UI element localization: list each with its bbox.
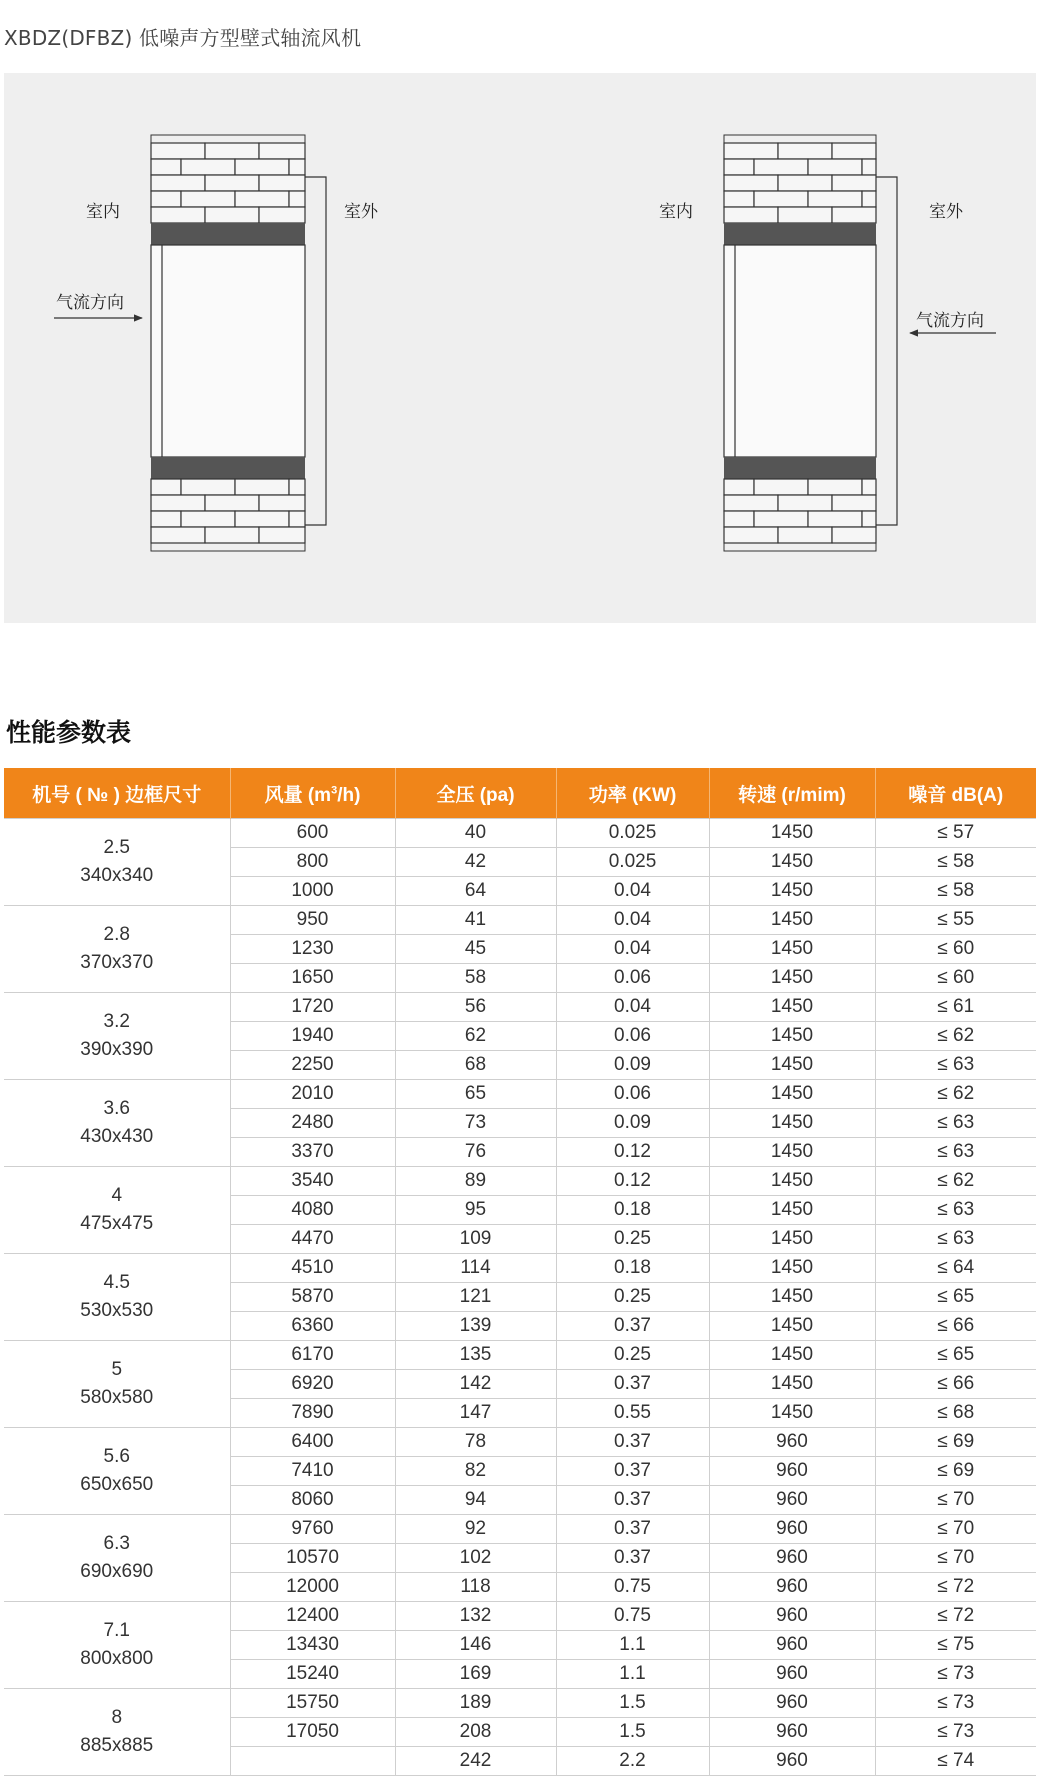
cell-pressure: 92 [395, 1515, 556, 1544]
cell-noise: ≤ 70 [875, 1486, 1036, 1515]
left-top-frame-band [151, 223, 305, 245]
cell-airflow: 1650 [230, 964, 395, 993]
left-indoor-label: 室内 [86, 202, 120, 222]
cell-noise: ≤ 64 [875, 1254, 1036, 1283]
model-cell [4, 993, 230, 1080]
cell-speed: 1450 [709, 1022, 875, 1051]
left-outdoor-label: 室外 [344, 202, 378, 222]
header-power: 功率 (KW) [556, 768, 709, 819]
cell-airflow: 13430 [230, 1631, 395, 1660]
right-outdoor-bracket [876, 177, 897, 525]
cell-airflow: 6360 [230, 1312, 395, 1341]
left-fan-opening [151, 245, 305, 457]
cell-speed: 1450 [709, 964, 875, 993]
cell-noise: ≤ 62 [875, 1080, 1036, 1109]
cell-noise: ≤ 58 [875, 877, 1036, 906]
model-number: 7.1 [103, 1620, 130, 1641]
cell-power: 1.1 [556, 1631, 709, 1660]
installation-diagram-panel [4, 73, 1036, 623]
cell-pressure: 62 [395, 1022, 556, 1051]
cell-pressure: 42 [395, 848, 556, 877]
cell-airflow: 8060 [230, 1486, 395, 1515]
cell-noise: ≤ 72 [875, 1602, 1036, 1631]
left-outdoor-bracket [305, 177, 326, 525]
performance-table [4, 768, 1036, 1776]
cell-noise: ≤ 72 [875, 1573, 1036, 1602]
model-cell [4, 1602, 230, 1689]
cell-speed: 1450 [709, 1138, 875, 1167]
cell-airflow: 1940 [230, 1022, 395, 1051]
cell-speed: 1450 [709, 1399, 875, 1428]
model-cell [4, 906, 230, 993]
model-number: 3.2 [103, 1011, 130, 1032]
cell-noise: ≤ 65 [875, 1283, 1036, 1312]
cell-noise: ≤ 57 [875, 819, 1036, 848]
right-wall-top [724, 143, 876, 223]
cell-speed: 960 [709, 1428, 875, 1457]
installation-diagram [4, 73, 1036, 623]
cell-pressure: 65 [395, 1080, 556, 1109]
model-cell [4, 1167, 230, 1254]
right-indoor-label: 室内 [659, 202, 693, 222]
cell-noise: ≤ 69 [875, 1457, 1036, 1486]
frame-size: 430x430 [80, 1126, 154, 1147]
model-cell [4, 1341, 230, 1428]
cell-power: 0.04 [556, 993, 709, 1022]
right-outdoor-label: 室外 [929, 202, 963, 222]
cell-speed: 1450 [709, 1254, 875, 1283]
cell-airflow: 1720 [230, 993, 395, 1022]
cell-power: 0.12 [556, 1138, 709, 1167]
model-number: 8 [111, 1707, 123, 1728]
cell-pressure: 76 [395, 1138, 556, 1167]
cell-power: 0.09 [556, 1051, 709, 1080]
cell-pressure: 132 [395, 1602, 556, 1631]
cell-noise: ≤ 66 [875, 1312, 1036, 1341]
header-airflow-suffix: /h) [337, 784, 361, 806]
cell-pressure: 135 [395, 1341, 556, 1370]
cell-airflow: 800 [230, 848, 395, 877]
table-row [4, 819, 1036, 848]
cell-power: 1.1 [556, 1660, 709, 1689]
cell-power: 0.37 [556, 1544, 709, 1573]
table-row [4, 1080, 1036, 1109]
header-speed: 转速 (r/mim) [709, 768, 875, 819]
cell-noise: ≤ 70 [875, 1544, 1036, 1573]
cell-noise: ≤ 62 [875, 1022, 1036, 1051]
frame-size: 800x800 [80, 1648, 154, 1669]
cell-speed: 960 [709, 1747, 875, 1776]
cell-power: 1.5 [556, 1689, 709, 1718]
cell-airflow: 2250 [230, 1051, 395, 1080]
cell-airflow: 7410 [230, 1457, 395, 1486]
cell-speed: 960 [709, 1515, 875, 1544]
cell-noise: ≤ 68 [875, 1399, 1036, 1428]
model-number: 2.8 [103, 924, 130, 945]
model-cell [4, 1515, 230, 1602]
cell-airflow: 4510 [230, 1254, 395, 1283]
cell-noise: ≤ 73 [875, 1660, 1036, 1689]
cell-speed: 1450 [709, 1196, 875, 1225]
cell-noise: ≤ 55 [875, 906, 1036, 935]
cell-noise: ≤ 62 [875, 1167, 1036, 1196]
model-number: 3.6 [103, 1098, 130, 1119]
cell-noise: ≤ 58 [875, 848, 1036, 877]
cell-pressure: 64 [395, 877, 556, 906]
model-number: 2.5 [103, 837, 130, 858]
cell-airflow: 17050 [230, 1718, 395, 1747]
cell-speed: 1450 [709, 1312, 875, 1341]
frame-size: 580x580 [80, 1387, 154, 1408]
cell-pressure: 208 [395, 1718, 556, 1747]
header-pressure: 全压 (pa) [395, 768, 556, 819]
cell-airflow: 12400 [230, 1602, 395, 1631]
left-wall-top [151, 143, 305, 223]
cell-pressure: 142 [395, 1370, 556, 1399]
page-title: XBDZ(DFBZ) 低噪声方型壁式轴流风机 [4, 26, 362, 50]
cell-pressure: 40 [395, 819, 556, 848]
cell-power: 0.25 [556, 1225, 709, 1254]
frame-size: 690x690 [80, 1561, 154, 1582]
cell-power: 0.04 [556, 906, 709, 935]
model-number: 6.3 [103, 1533, 130, 1554]
cell-speed: 960 [709, 1718, 875, 1747]
cell-power: 0.04 [556, 935, 709, 964]
cell-noise: ≤ 60 [875, 964, 1036, 993]
frame-size: 530x530 [80, 1300, 154, 1321]
table-row [4, 1515, 1036, 1544]
cell-speed: 1450 [709, 877, 875, 906]
model-cell [4, 1689, 230, 1776]
cell-airflow: 1230 [230, 935, 395, 964]
model-cell [4, 1428, 230, 1515]
header-airflow-prefix: 风量 (m [264, 784, 332, 806]
cell-pressure: 73 [395, 1109, 556, 1138]
cell-airflow: 15750 [230, 1689, 395, 1718]
cell-airflow: 7890 [230, 1399, 395, 1428]
header-airflow [230, 768, 395, 819]
frame-size: 475x475 [80, 1213, 154, 1234]
model-number: 5 [111, 1359, 123, 1380]
cell-speed: 1450 [709, 906, 875, 935]
cell-airflow: 6170 [230, 1341, 395, 1370]
cell-power: 0.18 [556, 1196, 709, 1225]
table-row [4, 993, 1036, 1022]
cell-speed: 960 [709, 1573, 875, 1602]
right-bottom-frame-band [724, 457, 876, 479]
cell-pressure: 56 [395, 993, 556, 1022]
model-number: 4 [111, 1185, 123, 1206]
cell-pressure: 147 [395, 1399, 556, 1428]
cell-speed: 1450 [709, 1225, 875, 1254]
frame-size: 390x390 [80, 1039, 154, 1060]
cell-power: 0.06 [556, 1080, 709, 1109]
cell-speed: 1450 [709, 1283, 875, 1312]
cell-speed: 1450 [709, 1370, 875, 1399]
section-title: 性能参数表 [6, 718, 132, 747]
cell-pressure: 95 [395, 1196, 556, 1225]
cell-pressure: 68 [395, 1051, 556, 1080]
cell-noise: ≤ 75 [875, 1631, 1036, 1660]
cell-airflow: 950 [230, 906, 395, 935]
cell-pressure: 121 [395, 1283, 556, 1312]
cell-power: 0.04 [556, 877, 709, 906]
cell-speed: 1450 [709, 935, 875, 964]
table-row [4, 906, 1036, 935]
cell-power: 0.18 [556, 1254, 709, 1283]
cell-power: 0.37 [556, 1428, 709, 1457]
model-number: 5.6 [103, 1446, 130, 1467]
cell-noise: ≤ 63 [875, 1225, 1036, 1254]
right-wall-unit [724, 135, 996, 551]
table-body [4, 819, 1036, 1776]
frame-size: 650x650 [80, 1474, 154, 1495]
cell-speed: 1450 [709, 1109, 875, 1138]
cell-power: 2.2 [556, 1747, 709, 1776]
cell-speed: 1450 [709, 848, 875, 877]
left-bottom-frame-band [151, 457, 305, 479]
cell-noise: ≤ 63 [875, 1138, 1036, 1167]
cell-pressure: 102 [395, 1544, 556, 1573]
cell-power: 0.55 [556, 1399, 709, 1428]
cell-power: 0.09 [556, 1109, 709, 1138]
cell-speed: 960 [709, 1457, 875, 1486]
cell-pressure: 94 [395, 1486, 556, 1515]
right-fan-opening [724, 245, 876, 457]
cell-power: 0.37 [556, 1370, 709, 1399]
cell-noise: ≤ 70 [875, 1515, 1036, 1544]
cell-airflow: 2010 [230, 1080, 395, 1109]
cell-pressure: 109 [395, 1225, 556, 1254]
left-wall-bottom [151, 479, 305, 543]
table-header-row [4, 768, 1036, 819]
cell-power: 0.37 [556, 1457, 709, 1486]
cell-noise: ≤ 74 [875, 1747, 1036, 1776]
cell-airflow: 4470 [230, 1225, 395, 1254]
cell-power: 0.025 [556, 848, 709, 877]
cell-airflow: 6400 [230, 1428, 395, 1457]
cell-power: 0.25 [556, 1283, 709, 1312]
cell-noise: ≤ 63 [875, 1109, 1036, 1138]
table-row [4, 1167, 1036, 1196]
cell-noise: ≤ 60 [875, 935, 1036, 964]
model-number: 4.5 [103, 1272, 130, 1293]
cell-pressure: 242 [395, 1747, 556, 1776]
cell-speed: 960 [709, 1544, 875, 1573]
right-top-frame-band [724, 223, 876, 245]
cell-noise: ≤ 61 [875, 993, 1036, 1022]
cell-speed: 960 [709, 1631, 875, 1660]
cell-pressure: 118 [395, 1573, 556, 1602]
cell-power: 0.75 [556, 1602, 709, 1631]
cell-speed: 960 [709, 1660, 875, 1689]
cell-speed: 960 [709, 1486, 875, 1515]
table-row [4, 1428, 1036, 1457]
cell-speed: 1450 [709, 819, 875, 848]
left-wall-unit [54, 135, 326, 551]
cell-speed: 1450 [709, 993, 875, 1022]
cell-pressure: 146 [395, 1631, 556, 1660]
cell-power: 0.37 [556, 1515, 709, 1544]
table-row [4, 1341, 1036, 1370]
cell-airflow: 5870 [230, 1283, 395, 1312]
cell-airflow: 1000 [230, 877, 395, 906]
cell-airflow: 3370 [230, 1138, 395, 1167]
cell-airflow: 6920 [230, 1370, 395, 1399]
cell-pressure: 58 [395, 964, 556, 993]
cell-power: 0.06 [556, 964, 709, 993]
model-cell [4, 819, 230, 906]
cell-airflow: 12000 [230, 1573, 395, 1602]
cell-airflow: 2480 [230, 1109, 395, 1138]
cell-pressure: 41 [395, 906, 556, 935]
cell-airflow: 10570 [230, 1544, 395, 1573]
cell-speed: 960 [709, 1689, 875, 1718]
cell-pressure: 45 [395, 935, 556, 964]
cell-power: 1.5 [556, 1718, 709, 1747]
cell-speed: 1450 [709, 1080, 875, 1109]
cell-airflow: 9760 [230, 1515, 395, 1544]
table-row [4, 1254, 1036, 1283]
cell-power: 0.37 [556, 1312, 709, 1341]
cell-pressure: 169 [395, 1660, 556, 1689]
cell-noise: ≤ 63 [875, 1196, 1036, 1225]
table-row [4, 1602, 1036, 1631]
cell-power: 0.025 [556, 819, 709, 848]
cell-noise: ≤ 66 [875, 1370, 1036, 1399]
cell-power: 0.37 [556, 1486, 709, 1515]
table-row [4, 1689, 1036, 1718]
header-airflow-sup: 3 [331, 784, 338, 797]
right-airflow-label: 气流方向 [916, 311, 984, 331]
model-cell [4, 1254, 230, 1341]
cell-pressure: 114 [395, 1254, 556, 1283]
cell-airflow: 4080 [230, 1196, 395, 1225]
cell-speed: 1450 [709, 1341, 875, 1370]
cell-noise: ≤ 65 [875, 1341, 1036, 1370]
header-noise: 噪音 dB(A) [875, 768, 1036, 819]
cell-pressure: 189 [395, 1689, 556, 1718]
cell-speed: 1450 [709, 1167, 875, 1196]
cell-pressure: 89 [395, 1167, 556, 1196]
cell-airflow [230, 1747, 395, 1776]
cell-pressure: 82 [395, 1457, 556, 1486]
cell-power: 0.25 [556, 1341, 709, 1370]
cell-noise: ≤ 73 [875, 1718, 1036, 1747]
cell-airflow: 15240 [230, 1660, 395, 1689]
cell-noise: ≤ 63 [875, 1051, 1036, 1080]
cell-pressure: 139 [395, 1312, 556, 1341]
frame-size: 340x340 [80, 865, 154, 886]
cell-pressure: 78 [395, 1428, 556, 1457]
header-model: 机号 ( № ) 边框尺寸 [4, 768, 230, 819]
left-airflow-label: 气流方向 [56, 293, 124, 313]
cell-power: 0.75 [556, 1573, 709, 1602]
cell-airflow: 600 [230, 819, 395, 848]
cell-airflow: 3540 [230, 1167, 395, 1196]
right-wall-bottom [724, 479, 876, 543]
cell-speed: 960 [709, 1602, 875, 1631]
frame-size: 885x885 [80, 1735, 154, 1756]
cell-power: 0.12 [556, 1167, 709, 1196]
cell-power: 0.06 [556, 1022, 709, 1051]
frame-size: 370x370 [80, 952, 154, 973]
cell-speed: 1450 [709, 1051, 875, 1080]
cell-noise: ≤ 73 [875, 1689, 1036, 1718]
model-cell [4, 1080, 230, 1167]
cell-noise: ≤ 69 [875, 1428, 1036, 1457]
